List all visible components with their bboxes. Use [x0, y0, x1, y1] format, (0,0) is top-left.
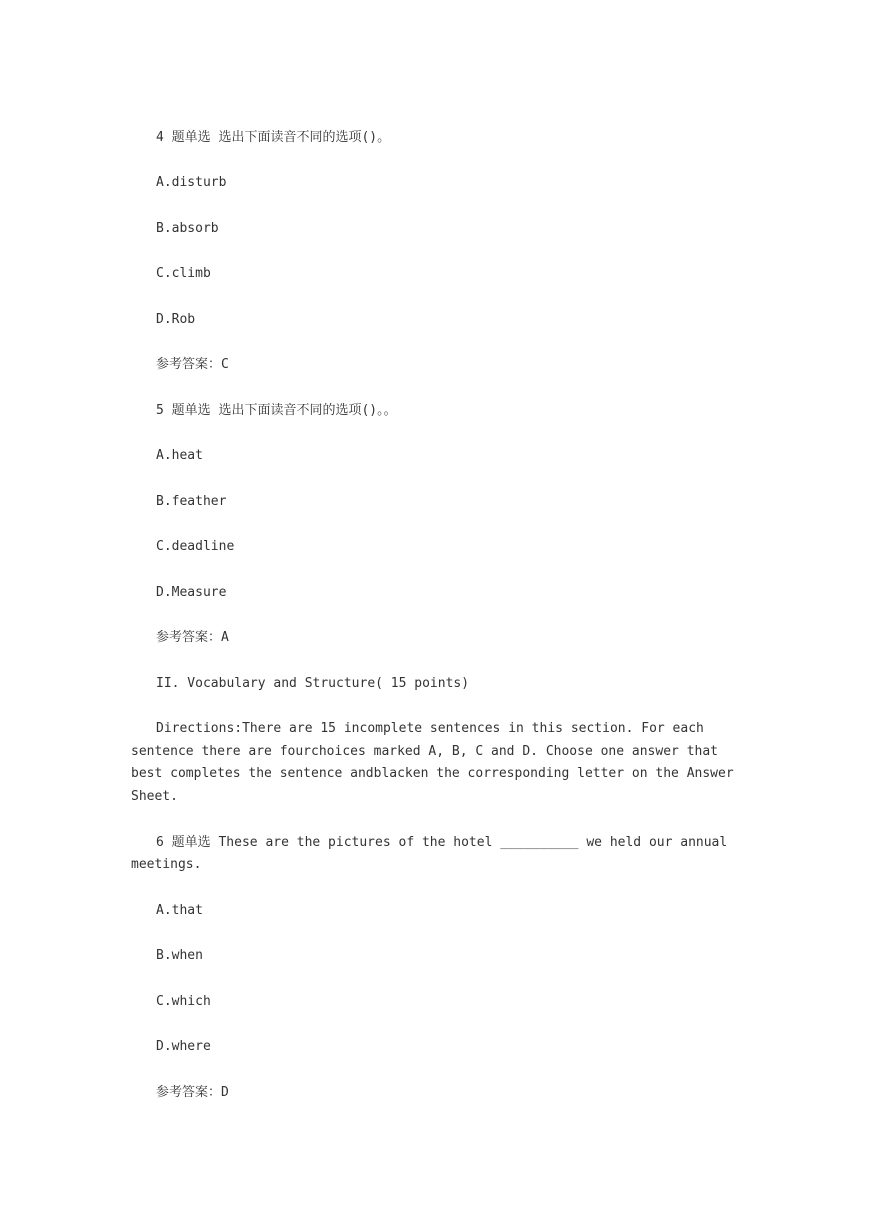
document-page — [131, 127, 741, 1127]
question-5-option-c: C.deadline — [156, 539, 235, 555]
section-heading: II. Vocabulary and Structure( 15 points) — [156, 675, 470, 691]
question-4-option-c: C.climb — [156, 266, 211, 282]
question-5-option-d: D.Measure — [156, 584, 227, 600]
question-4-option-d: D.Rob — [156, 311, 196, 327]
question-5-stem: 5 题单选 选出下面读音不同的选项()。。 — [156, 402, 397, 418]
question-6-option-a: A.that — [156, 902, 203, 918]
question-6-option-b: B.when — [156, 948, 203, 964]
question-5-answer: 参考答案：A — [156, 630, 229, 646]
question-4-option-b: B.absorb — [156, 220, 219, 236]
question-4-option-a: A.disturb — [156, 175, 227, 191]
question-6-option-d: D.where — [156, 1039, 211, 1055]
question-4-stem: 4 题单选 选出下面读音不同的选项()。 — [156, 130, 391, 145]
question-5-option-b: B.feather — [156, 493, 227, 509]
question-6-stem: 6 题单选 These are the pictures of the hotel __________ we held our annual meetings. — [131, 834, 736, 873]
question-4-answer: 参考答案：C — [156, 357, 229, 373]
section-directions: Directions:There are 15 incomplete sentences in this section. For each sentence there are fourchoices marked A, B, C and D. Choose one answer that best completes the sentence andblacken the corresponding letter on the Answer Sheet. — [131, 721, 742, 805]
question-5-option-a: A.heat — [156, 448, 203, 464]
question-6-answer: 参考答案：D — [156, 1084, 229, 1100]
question-6-option-c: C.which — [156, 993, 211, 1009]
